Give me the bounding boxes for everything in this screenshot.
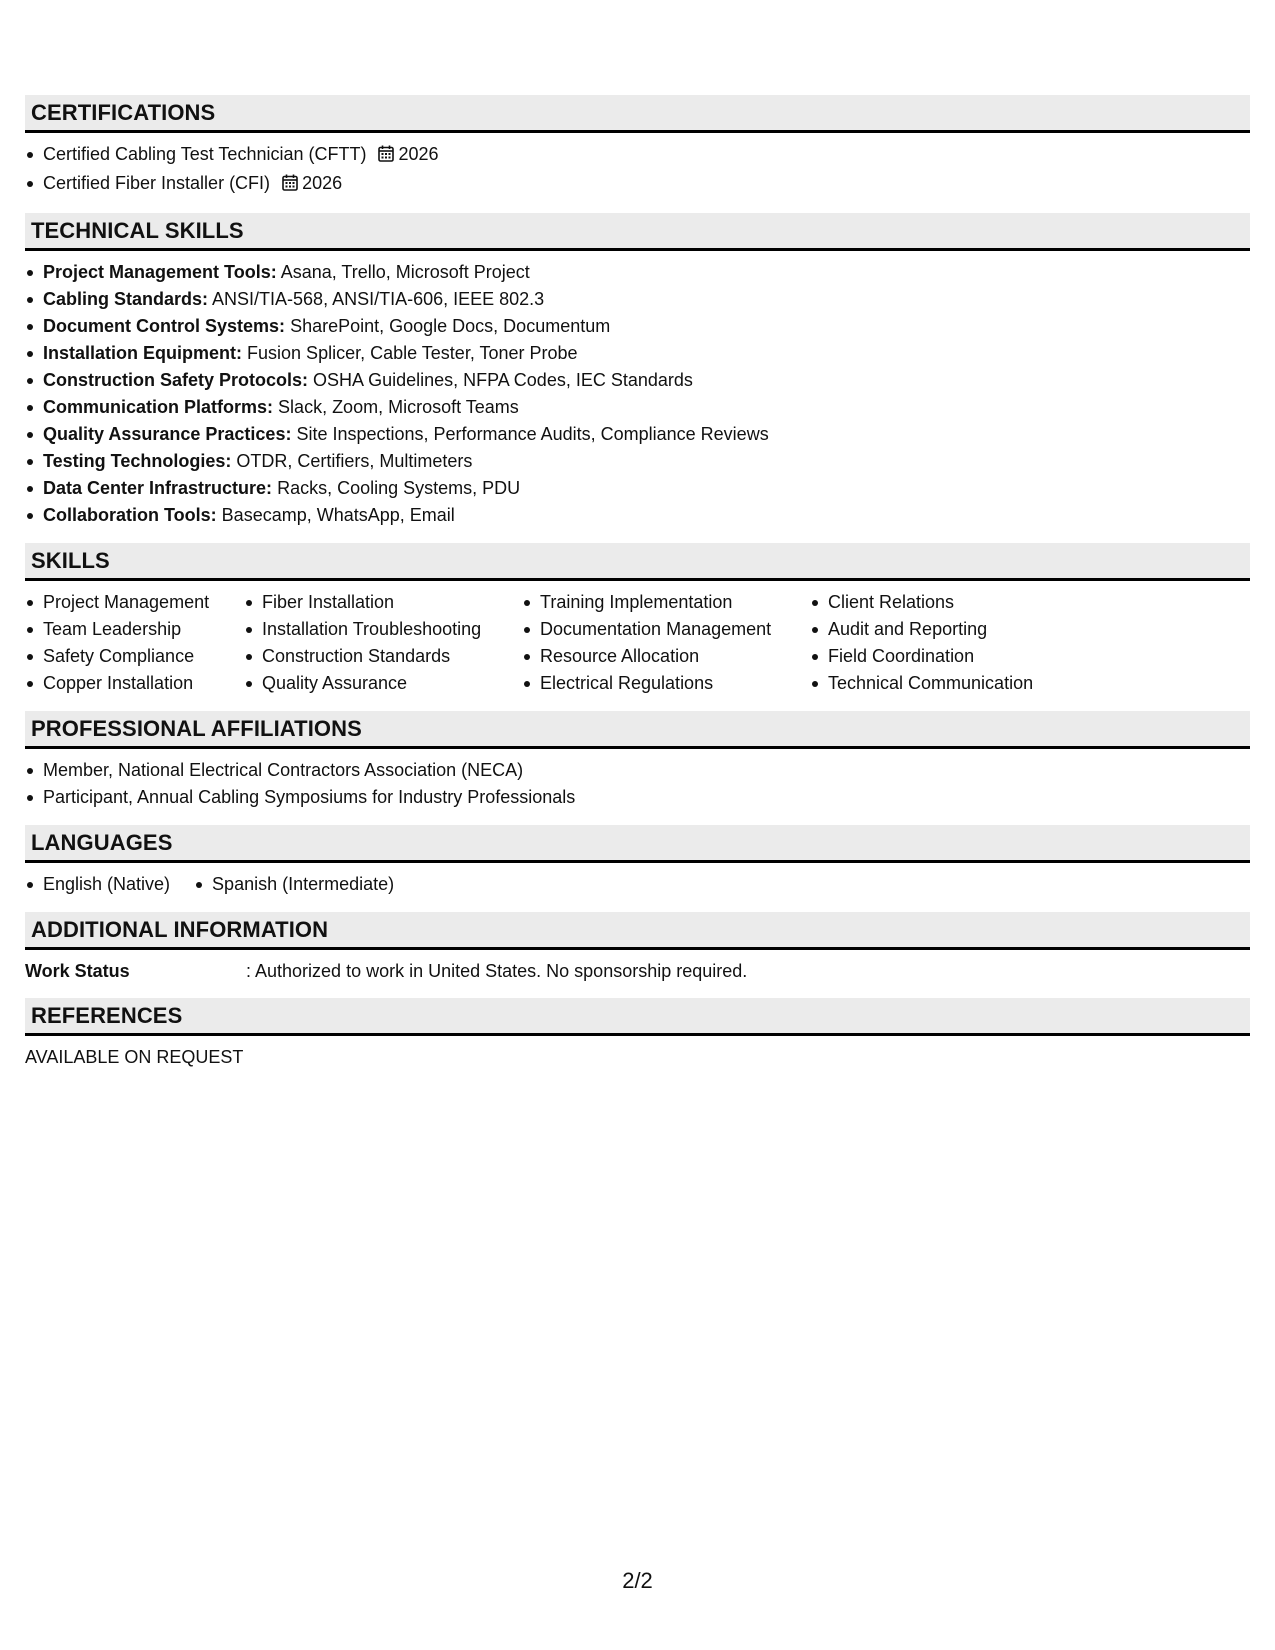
list-item: Participant, Annual Cabling Symposiums for Industry Professionals — [25, 784, 1250, 811]
info-label: Work Status — [25, 961, 130, 981]
languages-list — [25, 871, 1250, 898]
skill-values: Basecamp, WhatsApp, Email — [221, 505, 455, 525]
list-item — [25, 475, 1250, 502]
skill-values: Fusion Splicer, Cable Tester, Toner Probe — [247, 343, 578, 363]
section-title-skills: SKILLS — [25, 543, 1250, 581]
skill-category: Quality Assurance Practices: — [43, 424, 292, 444]
list-item — [25, 141, 1250, 170]
resume-page — [25, 95, 1250, 1084]
skill-category: Cabling Standards: — [43, 289, 209, 309]
list-item: English (Native) — [25, 871, 170, 898]
skill-values: OTDR, Certifiers, Multimeters — [236, 451, 473, 471]
section-title-technical-skills: TECHNICAL SKILLS — [25, 213, 1250, 251]
skill-category: Communication Platforms: — [43, 397, 274, 417]
references-text: AVAILABLE ON REQUEST — [25, 1047, 244, 1067]
skill-values: Site Inspections, Performance Audits, Compliance Reviews — [296, 424, 769, 444]
list-item: Fiber Installation — [244, 589, 522, 616]
list-item: Construction Standards — [244, 643, 522, 670]
info-row — [25, 958, 1250, 984]
list-item: Field Coordination — [810, 643, 1070, 670]
list-item: Installation Troubleshooting — [244, 616, 522, 643]
skill-category: Construction Safety Protocols: — [43, 370, 309, 390]
skill-category: Document Control Systems: — [43, 316, 286, 336]
list-item: Audit and Reporting — [810, 616, 1070, 643]
list-item — [25, 448, 1250, 475]
certification-year: 2026 — [302, 173, 343, 193]
skill-category: Data Center Infrastructure: — [43, 478, 273, 498]
technical-skills-section — [25, 213, 1250, 543]
skills-column — [810, 589, 1070, 697]
skill-category: Testing Technologies: — [43, 451, 232, 471]
skills-column — [522, 589, 810, 697]
skill-values: Racks, Cooling Systems, PDU — [277, 478, 521, 498]
page-number: 2/2 — [622, 1568, 653, 1593]
list-item — [25, 421, 1250, 448]
section-title-affiliations: PROFESSIONAL AFFILIATIONS — [25, 711, 1250, 749]
certification-name: Certified Fiber Installer (CFI) — [43, 173, 271, 193]
section-title-languages: LANGUAGES — [25, 825, 1250, 863]
list-item: Electrical Regulations — [522, 670, 810, 697]
list-item: Resource Allocation — [522, 643, 810, 670]
skill-values: ANSI/TIA-568, ANSI/TIA-606, IEEE 802.3 — [212, 289, 545, 309]
list-item — [25, 367, 1250, 394]
certification-year: 2026 — [398, 144, 439, 164]
list-item: Team Leadership — [25, 616, 244, 643]
references-section — [25, 998, 1250, 1084]
list-item: Member, National Electrical Contractors Association (NECA) — [25, 757, 1250, 784]
certifications-section — [25, 95, 1250, 213]
list-item: Safety Compliance — [25, 643, 244, 670]
info-value: : Authorized to work in United States. No sponsorship required. — [246, 961, 748, 981]
skill-values: SharePoint, Google Docs, Documentum — [290, 316, 611, 336]
section-title-certifications: CERTIFICATIONS — [25, 95, 1250, 133]
list-item — [25, 340, 1250, 367]
certification-name: Certified Cabling Test Technician (CFTT) — [43, 144, 367, 164]
affiliations-list — [25, 757, 1250, 811]
skills-column — [25, 589, 244, 697]
skill-values: OSHA Guidelines, NFPA Codes, IEC Standards — [313, 370, 693, 390]
list-item — [25, 502, 1250, 529]
list-item: Copper Installation — [25, 670, 244, 697]
skill-category: Installation Equipment: — [43, 343, 243, 363]
list-item: Spanish (Intermediate) — [194, 871, 394, 898]
list-item: Training Implementation — [522, 589, 810, 616]
skill-category: Collaboration Tools: — [43, 505, 217, 525]
skill-category: Project Management Tools: — [43, 262, 277, 282]
list-item — [25, 286, 1250, 313]
skill-values: Slack, Zoom, Microsoft Teams — [278, 397, 519, 417]
skills-grid — [25, 589, 1250, 697]
skills-section — [25, 543, 1250, 711]
section-title-additional-info: ADDITIONAL INFORMATION — [25, 912, 1250, 950]
affiliations-section — [25, 711, 1250, 825]
list-item: Project Management — [25, 589, 244, 616]
certifications-list — [25, 141, 1250, 199]
list-item — [25, 170, 1250, 199]
calendar-icon — [378, 143, 394, 170]
list-item — [25, 394, 1250, 421]
list-item: Quality Assurance — [244, 670, 522, 697]
list-item — [25, 259, 1250, 286]
skills-column — [244, 589, 522, 697]
languages-section — [25, 825, 1250, 912]
additional-info-section — [25, 912, 1250, 998]
section-title-references: REFERENCES — [25, 998, 1250, 1036]
list-item: Technical Communication — [810, 670, 1070, 697]
calendar-icon — [282, 172, 298, 199]
technical-skills-list — [25, 259, 1250, 529]
list-item: Client Relations — [810, 589, 1070, 616]
skill-values: Asana, Trello, Microsoft Project — [280, 262, 530, 282]
list-item — [25, 313, 1250, 340]
list-item: Documentation Management — [522, 616, 810, 643]
